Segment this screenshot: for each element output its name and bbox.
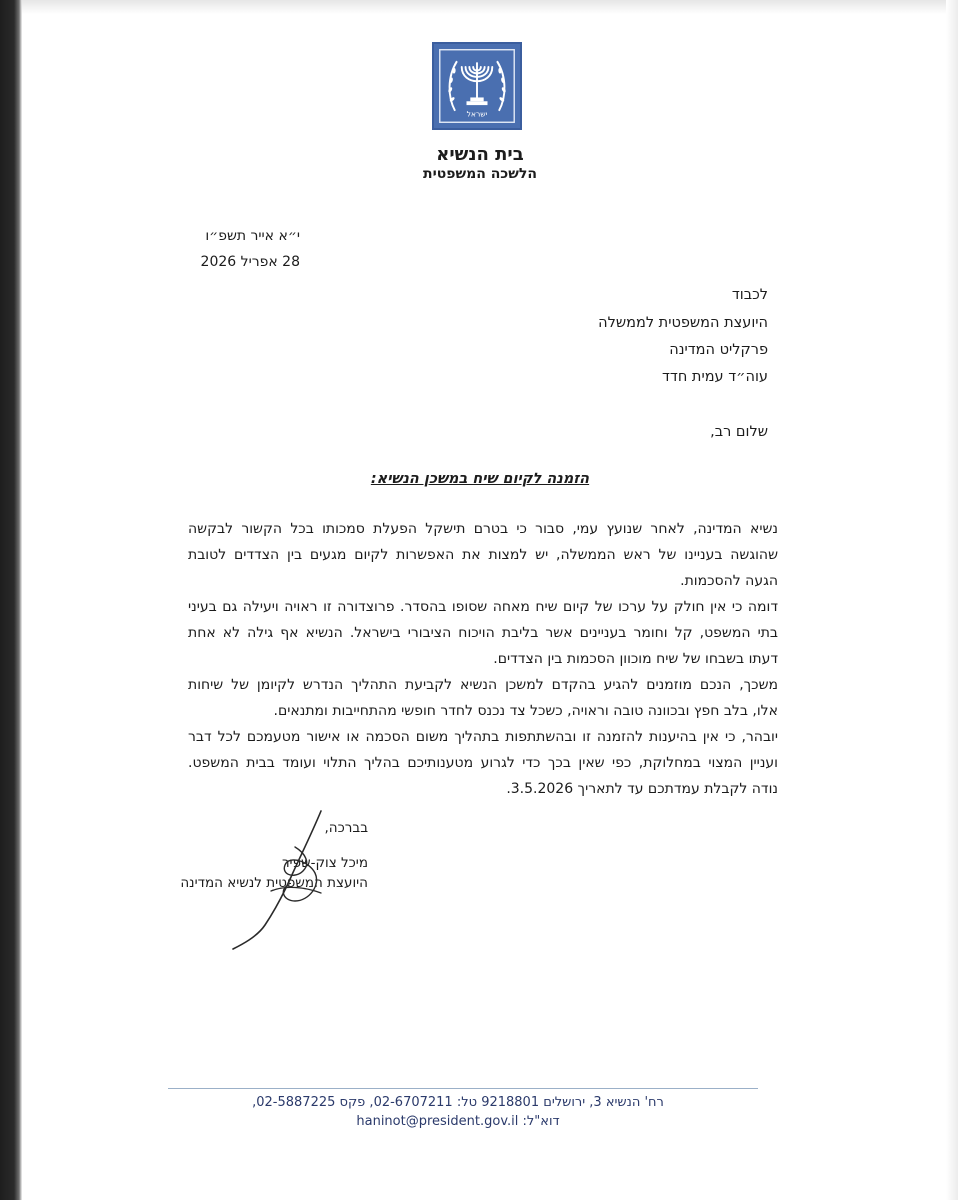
body-line: הגעה להסכמות. [680, 573, 778, 589]
signer-name: מיכל צוק-שפיר [281, 855, 368, 871]
body-line: דעתו בשבחו של שיח מוכוון הסכמות בין הצדדים. [493, 651, 778, 667]
body-line: אלו, בלב חפץ ובכוונה טובה וראויה, כשכל צד נכנס לחדר חופשי מהתחייבות ומתנאים. [273, 703, 778, 719]
recipient-line: עוה״ד עמית חדד [662, 369, 768, 385]
body-line: ועניין המצוי במחלוקת, כפי שאין בכך כדי לגרוע מטענותיכם בהליך התלוי ועומד בבית המשפט. [188, 755, 778, 771]
body-line: נודה לקבלת עמדתכם עד לתאריך 3.5.2026. [506, 781, 778, 797]
body-line: נשיא המדינה, לאחר שנועץ עמי, סבור כי בטרם תישקל הפעלת סמכותו בכל הקשור לבקשה [188, 521, 778, 537]
greeting: שלום רב, [710, 424, 768, 440]
emblem-lettering: ישראל [466, 109, 488, 119]
recipient-to-label: לכבוד [731, 287, 768, 303]
body-line: משכך, הנכם מוזמנים להגיע בהקדם למשכן הנשיא לקביעת התהליך הנדרש לקיומן של שיחות [188, 677, 778, 693]
date-gregorian: 28 אפריל 2026 [200, 254, 300, 270]
recipient-line: פרקליט המדינה [669, 342, 768, 358]
body-line: בתי המשפט, קל וחומר בעניינים אשר בליבת הויכוח הציבורי בישראל. הנשיא אף גילה לא אחת [188, 625, 778, 641]
footer-email: דוא"ל: haninot@president.gov.il [356, 1114, 560, 1129]
footer-address: רח' הנשיא 3, ירושלים 9218801 טל: 02-6707211, פקס 02-5887225, [252, 1095, 664, 1110]
closing-salutation: בברכה, [324, 820, 368, 836]
body-line: דומה כי אין חולק על ערכו של קיום שיח מאחה שסופו בהסדר. פרוצדורה זו ראויה ויעילה גם בעיני [188, 599, 778, 615]
letter-subject: הזמנה לקיום שיח במשכן הנשיא: [370, 471, 590, 487]
institution-name: בית הנשיא [436, 144, 524, 165]
footer-divider [168, 1088, 758, 1089]
signer-title: היועצת המשפטית לנשיא המדינה [180, 875, 368, 891]
handwritten-signature [225, 805, 365, 955]
office-name: הלשכה המשפטית [423, 166, 537, 182]
body-line: שהוגשה בעניינו של ראש הממשלה, יש למצות את האפשרות לקיום מגעים בין הצדדים לטובת [188, 547, 778, 563]
body-line: יובהר, כי אין בהיענות להזמנה זו ובהשתתפות בתהליך משום הסכמה או אישור מטעמכם לכל דבר [188, 729, 778, 745]
recipient-line: היועצת המשפטית לממשלה [598, 315, 768, 331]
state-emblem-icon [432, 42, 522, 130]
date-hebrew: י״א אייר תשפ״ו [205, 228, 300, 244]
